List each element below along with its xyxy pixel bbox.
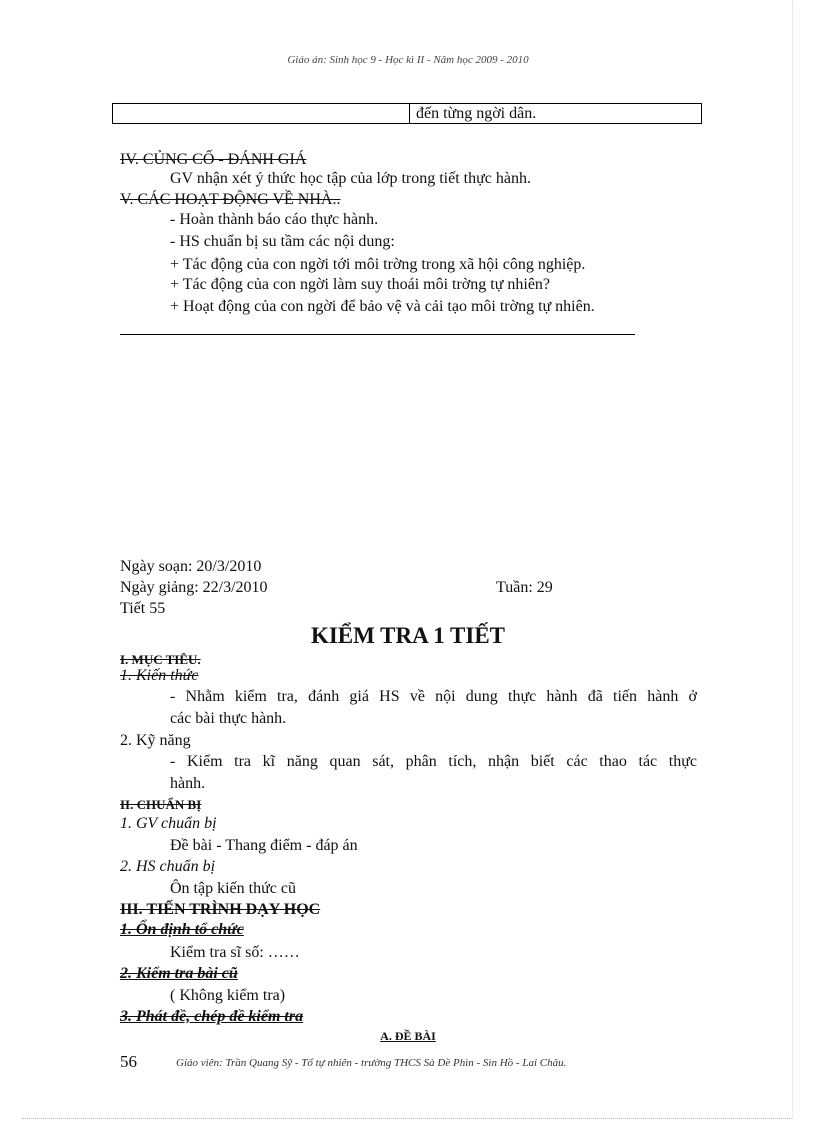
de-bai-heading: A. ĐỀ BÀI [380,1029,436,1043]
hs-chuan-bi-text: Ôn tập kiến thức cũ [170,880,296,897]
section-v-item-3: + Tác động của con ngời tới môi trờng trong xã hội công nghiệp. [170,256,586,273]
table-right-cell: đến từng ngời dân. [416,105,537,122]
step-1-text: Kiểm tra sĩ số: …… [170,944,300,961]
section-v-item-2: - HS chuẩn bị su tầm các nội dung: [170,233,395,250]
gv-chuan-bi-text: Đề bài - Thang điểm - đáp án [170,837,358,854]
tiet: Tiết 55 [120,600,166,617]
section-v-item-1: - Hoàn thành báo cáo thực hành. [170,211,379,228]
section-v-heading: V. CÁC HOẠT ĐỘNG VỀ NHÀ.. [120,191,341,208]
ky-nang-label: 2. Kỹ năng [120,732,191,749]
teacher-footer: Giáo viên: Trần Quang Sỹ - Tổ tự nhiên - trường THCS Sà Dề Phìn - Sìn Hồ - Lai Châu. [176,1057,567,1069]
ky-nang-line-1: - Kiểm tra kĩ năng quan sát, phân tích, nhận biết các thao tác thực [170,753,697,770]
running-header: Giáo án: Sinh học 9 - Học kì II - Năm học 2009 - 2010 [287,54,529,66]
step-1-label: 1. Ổn định tổ chức [120,921,244,938]
muc-tieu-heading: I. MỤC TIÊU. [120,652,201,667]
kien-thuc-line-1: - Nhằm kiểm tra, đánh giá HS về nội dung thực hành đã tiến hành ở [170,688,697,705]
hs-chuan-bi-label: 2. HS chuẩn bị [120,858,216,875]
tuan: Tuần: 29 [496,579,553,596]
ngay-giang: Ngày giảng: 22/3/2010 [120,579,268,596]
kien-thuc-label: 1. Kiến thức [120,667,199,684]
section-iv-text: GV nhận xét ý thức học tập của lớp trong tiết thực hành. [170,170,531,187]
table-left-cell [113,104,410,123]
ky-nang-line-2: hành. [170,775,206,792]
step-2-text: ( Không kiểm tra) [170,987,286,1004]
section-v-item-5: + Hoạt động của con ngời để bảo vệ và cải tạo môi trờng tự nhiên. [170,298,595,315]
section-v-item-4: + Tác động của con ngời làm suy thoái môi trờng tự nhiên? [170,276,551,293]
tien-trinh-heading: III. TIẾN TRÌNH DẠY HỌC [120,901,321,918]
chuan-bi-heading: II. CHUẨN BỊ [120,797,202,812]
page-right-border [792,0,793,1118]
section-iv-heading: IV. CỦNG CỐ - ĐÁNH GIÁ [120,151,307,168]
section-divider [120,334,635,335]
step-2-label: 2. Kiểm tra bài cũ [120,965,238,982]
page-number: 56 [120,1052,137,1071]
ngay-soan: Ngày soạn: 20/3/2010 [120,558,262,575]
continuation-table [112,103,702,124]
page-title: KIỂM TRA 1 TIẾT [310,623,506,648]
gv-chuan-bi-label: 1. GV chuẩn bị [120,815,217,832]
step-3-label: 3. Phát đề, chép đề kiểm tra [120,1008,304,1025]
page-bottom-border [22,1118,792,1119]
kien-thuc-line-2: các bài thực hành. [170,710,287,727]
